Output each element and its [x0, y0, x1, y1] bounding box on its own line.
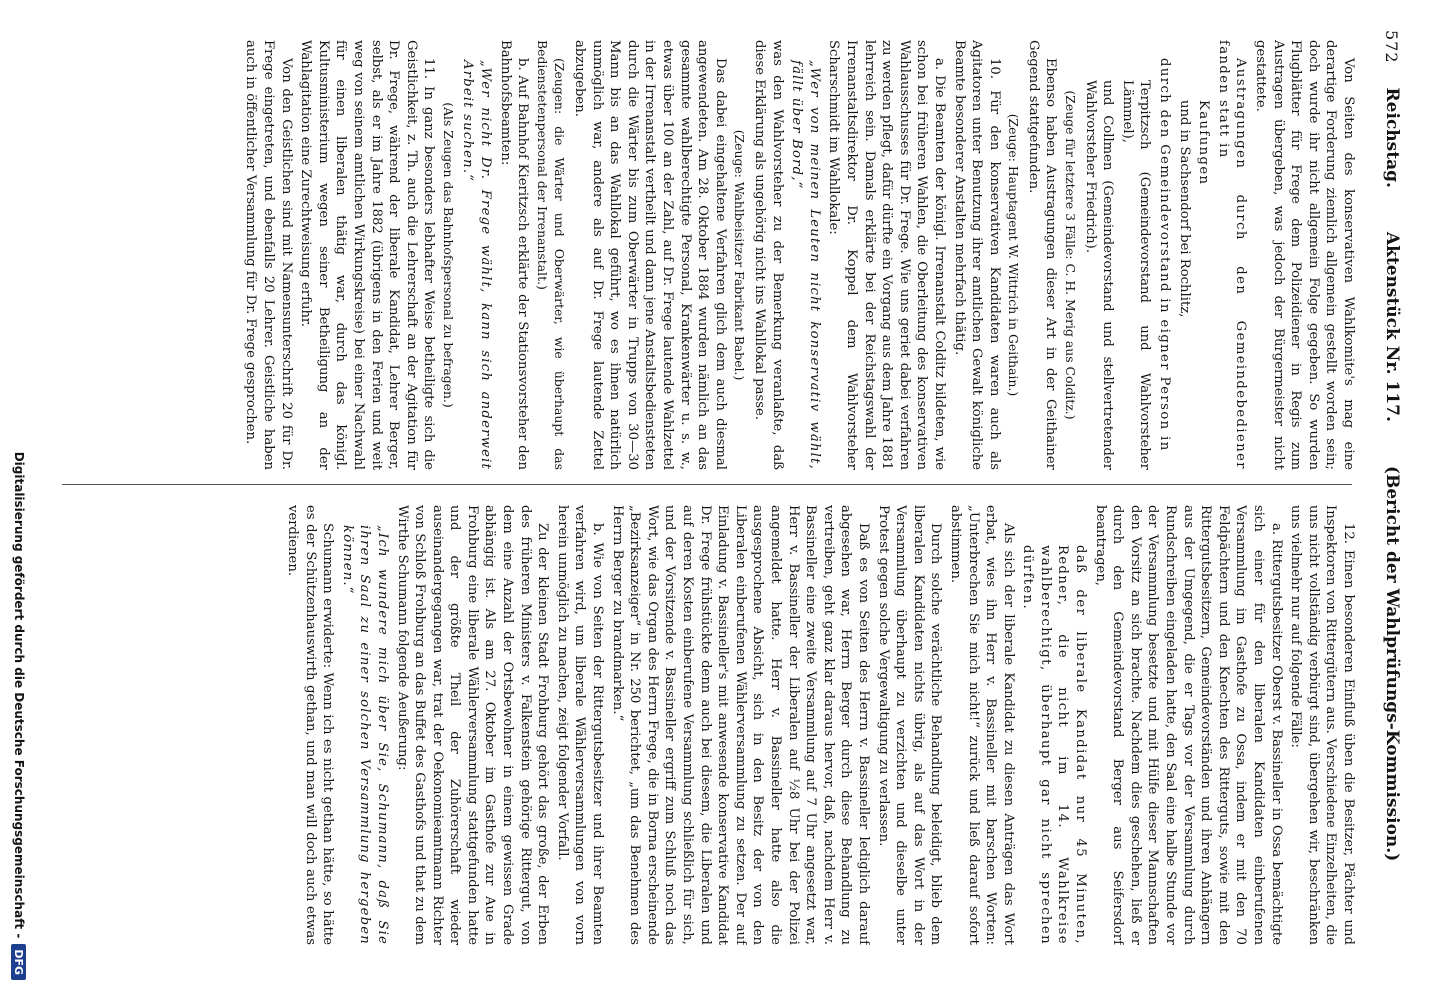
- paragraph: „Wer von meinen Leuten nicht konservativ wählt, fällt über Bord,“: [789, 60, 822, 470]
- paragraph: Zu der kleinen Stadt Frohburg gehört das große, der Erben des früheren Ministers v. Falkenstein gehörige Rittergut, von dem eine Anzahl der Ortsbewohner in einem gewissen Grade abhängig ist. Als am 27. Oktober im Gasthofe zur Aue in Frohburg eine liberale Wählerversammlung stattgefunden hatte und der größte Theil der Zuhörerschaft wieder auseinandergegangen war, trat der Oekonomieamtmann Richter von Schloß Frohburg an das Buffet des Gasthofs und that zu dem Wirthe Schumann folgende Aeußerung:: [394, 505, 551, 945]
- dfg-logo: DFG: [12, 944, 27, 980]
- column-divider: [62, 484, 1352, 485]
- paragraph: Kaufungen: [1196, 100, 1212, 186]
- paragraph: 10. Für den konservativen Kandidaten waren auch als Agitatoren unter Benutzung ihrer amtlichen Gewalt königliche Beamte besonderer Anstalten mehrfach thätig.: [951, 40, 1002, 470]
- paragraph: Von Seiten des konservativen Wahlkomite's mag eine derartige Forderung ziemlich allgemein gestellt worden sein; doch wurde ihr nicht allgemein Folge gegeben. So wurden Flugblätter für Frege dem Polizeidiener in Regis zum Austragen übergeben, was jedoch der Bürgermeister nicht gestattete.: [1253, 40, 1356, 470]
- paragraph: a. Rittergutsbesitzer Oberst v. Bassineller in Ossa bemächtigte sich einer für den liberalen Kandidaten einberufenen Versammlung im Gasthofe zu Ossa, indem er mit den 70 Feldpächtern und den Knechten des Ritterguts, sowie mit den Rittergutsbesitzern, Gemeindevorständen und ihren Anhängern aus der Umgegend, die er Tags vor der Versammlung durch Rundschreiben eingeladen hatte, den Saal eine halbe Stunde vor der Versammlung besetzte und mit Hülfe dieser Mannschaften den Vorsitz an sich brachte. Nachdem dies geschehen, ließ er durch den Gemeindevorstand Berger aus Seifersdorf beantragen,: [1092, 505, 1284, 945]
- paragraph: (Zeuge: Wahlbeisitzer Fabrikant Babel.): [732, 129, 748, 381]
- page-header: [1372, 30, 1412, 970]
- paragraph: (Zeugen: die Wärter und Oberwärter, wie überhaupt das Bedienstetenpersonal der Irrenanstalt.): [534, 40, 568, 470]
- page-number: 572: [1382, 30, 1402, 64]
- document-number: Aktenstück Nr. 117.: [1382, 231, 1402, 422]
- paragraph: (Zeuge für letztere 3 Fälle: C. H. Merig aus Colditz.): [1063, 90, 1079, 420]
- funding-note: Digitalisierung gefördert durch die Deutsche Forschungsgemeinschaft -: [12, 451, 26, 939]
- paragraph: daß der liberale Kandidat nur 45 Minuten, Redner, die nicht im 14. Wahlkreise wahlberechtigt, überhaupt gar nicht sprechen dürften.: [1020, 545, 1089, 945]
- running-title: Reichstag.: [1382, 87, 1402, 188]
- paragraph: „Ich wundere mich über Sie, Schumann, daß Sie ihren Saal zu einer solchen Versammlung hergeben können.“: [339, 525, 390, 945]
- paragraph: b. Auf Bahnhof Kieritzsch erklärte der Stationsvorsteher den Bahnhofsbeamten:: [497, 40, 531, 470]
- paragraph: und Collmen (Gemeindevorstand und stellvertretender Wahlvorsteher Friedrich).: [1082, 80, 1116, 470]
- section-title: (Bericht der Wahlprüfungs-Kommission.): [1382, 465, 1402, 862]
- paragraph: Schumann erwiderte: Wenn ich es nicht gethan hätte, so hätte es der Schützenhauswirth gethan, und man will doch auch etwas verdienen.: [284, 505, 336, 945]
- paragraph: Ebenso haben Austragungen dieser Art in der Geithainer Gegend stattgefunden.: [1025, 40, 1059, 470]
- paragraph: 12. Einen besonderen Einfluß üben die Besitzer, Pächter und Inspektoren von Rittergütern aus. Verschiedene Einzelheiten, die uns nicht vollständig verbürgt sind, übergehen wir, beschränken uns vielmehr nur auf folgende Fälle:: [1288, 505, 1356, 945]
- paragraph: was den Wahlvorsteher zu der Bemerkung veranlaßte, daß diese Erklärung als ungehörig nicht ins Wahllokal passe.: [752, 40, 785, 470]
- paragraph: und in Sachsendorf bei Rochlitz,: [1176, 100, 1192, 318]
- left-text-column: [57, 40, 1357, 470]
- paragraph: „Wer nicht Dr. Frege wählt, kann sich anderweit Arbeit suchen.“: [460, 60, 494, 470]
- paragraph: Von den Geistlichen sind mit Namensunterschrift 20 für Dr. Frege eingetreten, und ebenfalls 20 Lehrer. Geistliche haben auch in öffentlicher Versammlung für Dr. Frege gesprochen.: [243, 40, 294, 470]
- paragraph: (Als Zeugen das Bahnhofspersonal zu befragen.): [440, 102, 456, 408]
- paragraph: Daß es von Seiten des Herrn v. Bassineller lediglich darauf abgesehen war, Herrn Berger durch diese Behandlung zu vertreiben, geht ganz klar daraus hervor, daß, nachdem Herr v. Bassineller eine zweite Versammlung auf 7 Uhr angesetzt war, Herr v. Bassineller der Liberalen auf ½8 Uhr bei der Polizei angemeldet hatte. Herr v. Bassineller hatte also die ausgesprochene Absicht, sich in den Besitz der von den Liberalen einberufenen Wählerversammlung zu setzen. Der auf Einladung v. Bassineller's mit anwesende konservative Kandidat Dr. Frege frühstückte denn auch bei diesem, die Liberalen und auf deren Kosten einberufene Versammlung schließlich für sich, und der Vorsitzende v. Bassineller ergriff zum Schluß noch das Wort, wie das Organ des Herrn Frege, die in Borna erscheinende „Bezirksanzeiger“ in Nr. 250 berichtet, „um das Benehmen des Herrn Berger zu brandmarken.“: [609, 505, 871, 945]
- paragraph: Das dabei eingehaltene Verfahren glich dem auch diesmal angewendeten. Am 28. Oktober 1884 wurden nämlich an das gesammte wahlberechtigte Personal, Krankenwärter u. s. w., etwas über 100 an der Zahl, auf Dr. Frege lautende Wahlzettel in der Irrenanstalt vertheilt und dann jene Anstaltsbediensteten durch die Wärter bis zum Oberwärter in Trupps von 30—30 Mann bis an das Wahllokal geführt, wo es ihnen natürlich unmöglich war, andere als auf Dr. Frege lautende Zettel abzugeben.: [572, 40, 728, 470]
- paragraph: (Zeuge: Hauptagent W. Wittrich in Geithain.): [1006, 113, 1022, 397]
- paragraph: a. Die Beamten der königl. Irrenanstalt Colditz bildeten, wie schon bei früheren Wahlen, die Oberleitung des konservativen Wahlausschusses für Dr. Frege. Wie uns geriet dabei verfahren zu werden pflegt, dafür dürfte ein Vorgang aus dem Jahre 1881 lehrreich sein. Damals erklärte bei der Reichstagswahl der Irrenanstaltsdirektor Dr. Koppel dem Wahlvorsteher Scharschmidt im Wahllokale:: [826, 40, 947, 470]
- paragraph: b. Wie von Seiten der Rittergutsbesitzer und ihrer Beamten verfahren wird, um liberale Wählerversammlungen von vorn herein unmöglich zu machen, zeigt folgender Vorfall.: [554, 505, 606, 945]
- paragraph: Durch solche verächtliche Behandlung beleidigt, blieb dem liberalen Kandidaten nichts übrig, als auf das Wort in der Versammlung überhaupt zu verzichten und dieselbe unter Protest gegen solche Vergewaltigung zu verlassen.: [875, 505, 944, 945]
- digitization-note: [6, 120, 32, 980]
- paragraph: durch den Gemeindevorstand in eigner Person in: [1157, 58, 1173, 452]
- paragraph: Austragungen durch den Gemeindebediener fanden statt in: [1215, 40, 1249, 470]
- paragraph: 11. In ganz besonders lebhafter Weise betheiligte sich die Geistlichkeit, z. Th. auch die Lehrerschaft an der Agitation für Dr. Frege, während der liberale Kandidat, Lehrer Berger, selbst, als er im Jahre 1882 (übrigens in den Ferien und weit weg von seinem amtlichen Wirkungskreise) bei einer Nachwahl für einen liberalen thätig war, durch das königl. Kultusministerium wegen seiner Betheiligung an der Wahlagitation eine Zurechtweisung erfuhr.: [298, 40, 437, 470]
- paragraph: Als sich der liberale Kandidat zu diesen Anträgen das Wort erbat, wies ihn Herr v. Bassineller mit barschen Worten: „Unterbrechen Sie mich nicht!“ zurück und ließ darauf sofort abstimmen.: [947, 505, 1016, 945]
- right-text-column: [57, 505, 1357, 945]
- paragraph: Terpitzsch (Gemeindevorstand und Wahlvorsteher Lämmel),: [1119, 80, 1153, 470]
